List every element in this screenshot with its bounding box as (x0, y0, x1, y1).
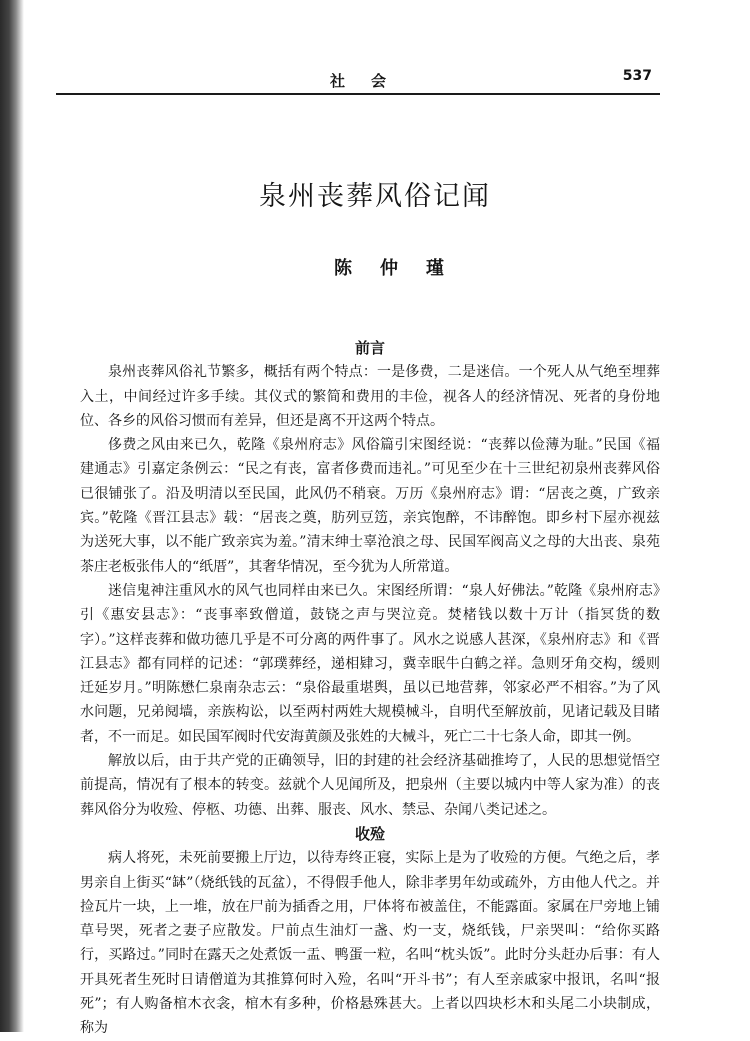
section-heading: 前言 (354, 339, 385, 357)
section-label: 社会 (329, 72, 412, 90)
scan-shadow-edge (0, 0, 24, 1032)
article-title: 泉州丧葬风俗记闻 (259, 181, 491, 212)
article-author: 陈仲瑾 (334, 258, 472, 279)
header-rule (56, 93, 660, 95)
paragraph: 侈费之风由来已久，乾隆《泉州府志》风俗篇引宋图经说：“丧葬以俭薄为耻。”民国《福建通志》引嘉定条例云：“民之有丧，富者侈费而违礼。”可见至少在十三世纪初泉州丧葬风俗已很铺张了。沿及明清以至民国，此风仍不稍衰。万历《泉州府志》谓：“居丧之奠，广致亲宾。”乾隆《晋江县志》载：“居丧之奠，肪列豆笾，亲宾饱醉，不讳醉饱。即乡村下屋亦视兹为送死大事，以不能广致亲宾为羞。”清末绅士辜沧浪之母、民国军阀高义之母的大出丧、泉苑茶庄老板张伟人的“纸厝”，其奢华情况，至今犹为人所常道。 (80, 437, 660, 575)
article-body (80, 336, 660, 1041)
page-number: 537 (622, 68, 652, 84)
running-header (56, 66, 660, 92)
paragraph: 泉州丧葬风俗礼节繁多，概括有两个特点：一是侈费，二是迷信。一个死人从气绝至埋葬入土，中间经过许多手续。其仪式的繁简和费用的丰俭，视各人的经济情况、死者的身份地位、各乡的风俗习惯而有差异，但还是离不开这两个特点。 (80, 364, 660, 429)
paragraph: 解放以后，由于共产党的正确领导，旧的封建的社会经济基础推垮了，人民的思想觉悟空前提高，情况有了根本的转变。兹就个人见闻所及，把泉州（主要以城内中等人家为准）的丧葬风俗分为收殓、停柩、功德、出葬、服丧、风水、禁忌、杂闻八类记述之。 (80, 753, 660, 818)
section-heading: 收殓 (354, 824, 385, 843)
paragraph: 病人将死，未死前要搬上厅边，以待寿终正寝，实际上是为了收殓的方便。气绝之后，孝男亲自上街买“缽”（烧纸钱的瓦盆），不得假手他人，除非孝男年幼或疏外，方由他人代之。并捡瓦片一块，上一堆，放在尸前为插香之用，尸体将布被盖住，不能露面。家属在尸旁地上铺草号哭，死者之妻子应散发。尸前点生油灯一盏、灼一支，烧纸钱，尸亲哭叫：“给你买路行，买路过。”同时在露天之处煮饭一盂、鸭蛋一粒，名叫“枕头饭”。此时分头赶办后事：有人开具死者生死时日请僧道为其推算何时入殓，名叫“开斗书”；有人至亲戚家中报讯，名叫“报死”；有人购备棺木衣衾，棺木有多种，价格悬殊甚大。上者以四块杉木和头尾二小块制成，称为 (80, 850, 660, 1037)
paragraph: 迷信鬼神注重风水的风气也同样由来已久。宋图经所谓：“泉人好佛法。”乾隆《泉州府志》引《惠安县志》：“丧事率致僧道，鼓铙之声与哭泣竞。焚楮钱以数十万计（指冥货的数字）。”这样丧葬和做功德几乎是不可分离的两件事了。风水之说感人甚深，《泉州府志》和《晋江县志》都有同样的记述：“郭璞葬经，递相肄习，冀幸眠牛白鹤之祥。急则牙角交构，缓则迁延岁月。”明陈懋仁泉南杂志云：“泉俗最重堪舆，虽以已地营葬，邻家必严不相容。”为了风水问题，兄弟阋墙，亲族构讼，以至两村两姓大规模械斗，自明代至解放前，见诸记载及目睹者，不一而足。如民国军阀时代安海黄颜及张姓的大械斗，死亡二十七条人命，即其一例。 (80, 582, 660, 745)
